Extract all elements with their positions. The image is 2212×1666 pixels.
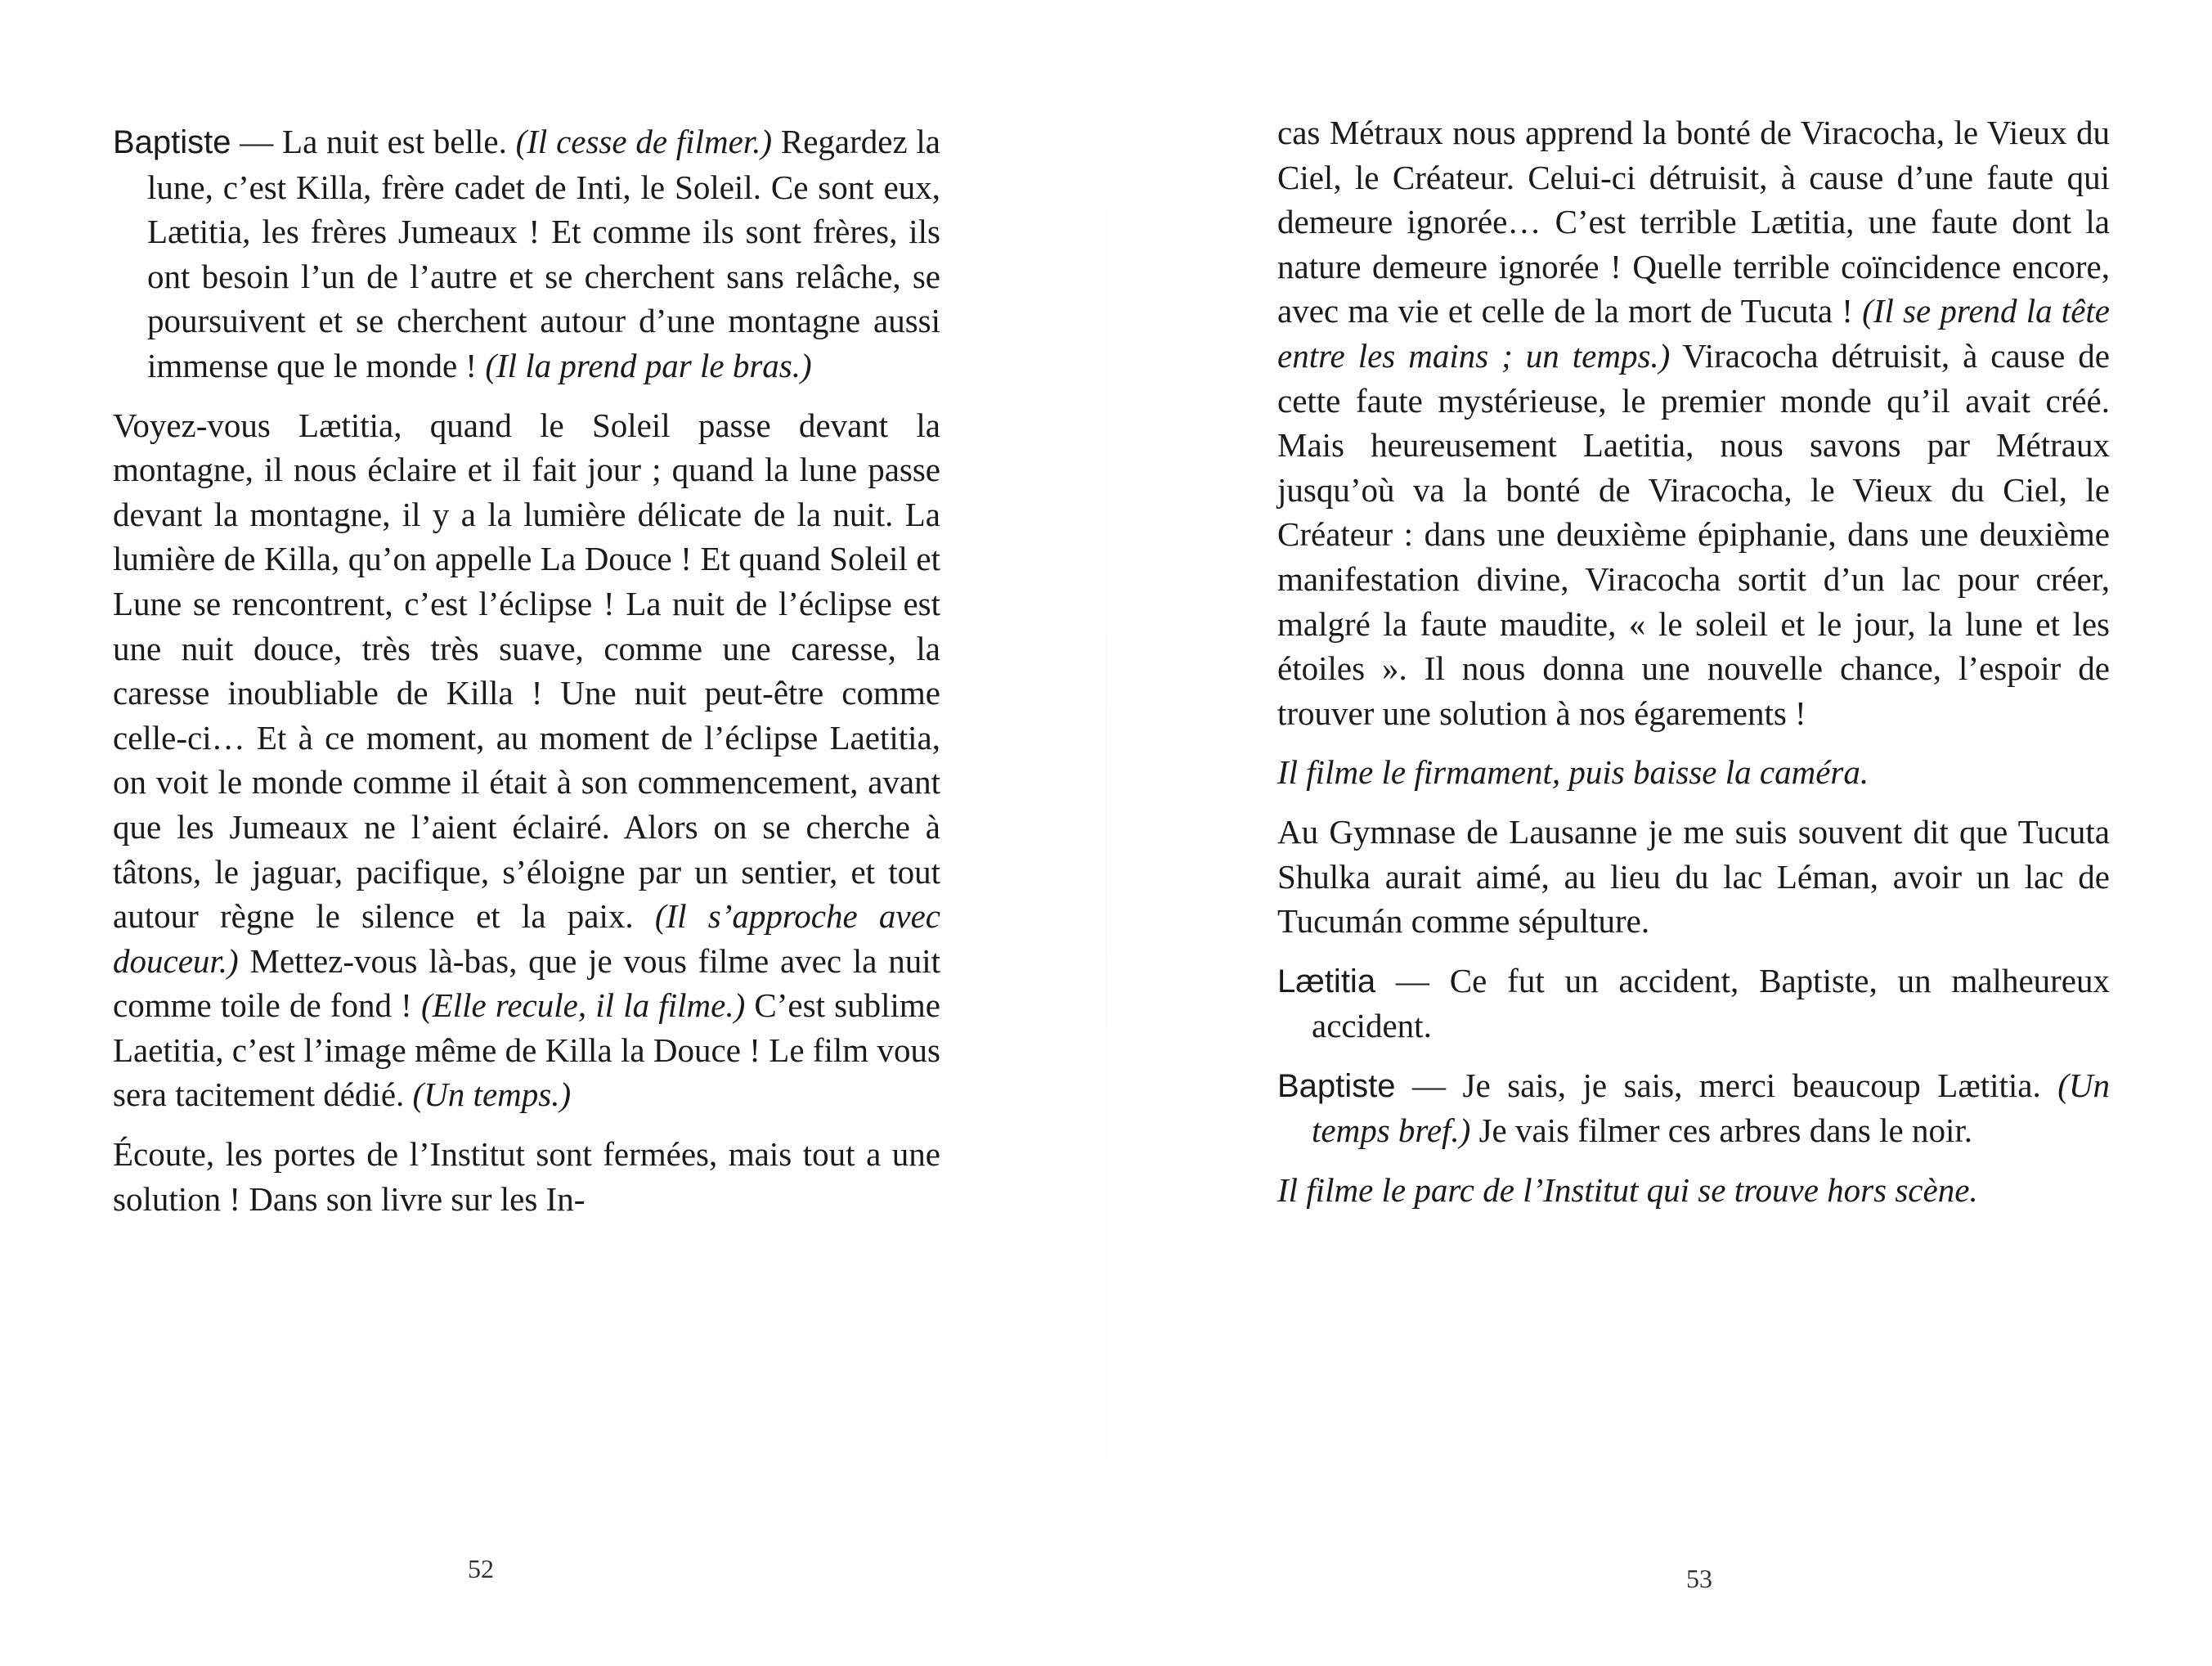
- stage-direction-paragraph: [1277, 1168, 2110, 1213]
- stage-direction: (Il se prend la tête entre les mains ; un temps.): [1277, 292, 2110, 375]
- speaker-name: Lætitia: [1277, 963, 1376, 999]
- speaker-name: Baptiste: [113, 124, 231, 160]
- stage-direction: Il filme le parc de l’Institut qui se trouve hors scène.: [1277, 1171, 1978, 1210]
- dialogue-text: Viracocha détruisit, à cause de cette faute mystérieuse, le premier monde qu’il avait créé. Mais heureusement Laetitia, nous savons par Métraux jusqu’où va la bonté de Viracocha, le Vieux du Ciel, le Créateur : dans une deuxième épiphanie, dans une deuxième manifestation divine, Viracocha sortit d’un lac pour créer, malgré la faute maudite, « le soleil et le jour, la lune et les étoiles ». Il nous donna une nouvelle chance, l’espoir de trouver une solution à nos égarements !: [1277, 336, 2110, 732]
- dialogue-text: Écoute, les portes de l’Institut sont fermées, mais tout a une solution ! Dans son livre sur les In-: [113, 1135, 940, 1218]
- right-page: [1106, 0, 2212, 1666]
- dialogue-text: C’est sublime Laetitia, c’est l’image même de Killa la Douce ! Le film vous sera tacitement dédié.: [113, 986, 940, 1114]
- stage-direction: (Il cesse de filmer.): [515, 123, 773, 160]
- dialogue-text: — Je sais, je sais, merci beaucoup Lætitia.: [1395, 1066, 2058, 1104]
- dialogue-text: Mettez-vous là-bas, que je vous filme avec la nuit comme toile de fond !: [113, 941, 940, 1025]
- speaker-name: Baptiste: [1277, 1067, 1396, 1104]
- page-number: 53: [1686, 1564, 1712, 1593]
- dialogue-text: Regardez la lune, c’est Killa, frère cadet de Inti, le Soleil. Ce sont eux, Lætitia, les frères Jumeaux ! Et comme ils sont frères, ils ont besoin l’un de l’autre et se cherchent sans relâche, se poursuivent et se cherchent autour d’une montagne aussi immense que le monde !: [147, 123, 940, 384]
- dialogue-text: — Ce fut un accident, Baptiste, un malheureux accident.: [1312, 961, 2110, 1045]
- dialogue-text: Voyez-vous Lætitia, quand le Soleil passe devant la montagne, il nous éclaire et il fait jour ; quand la lune passe devant la montagne, il y a la lumière délicate de la nuit. La lumière de Killa, qu’on appelle La Douce ! Et quand Soleil et Lune se rencontrent, c’est l’éclipse ! La nuit de l’éclipse est une nuit douce, très très suave, comme une caresse, la caresse inoubliable de Killa ! Une nuit peut-être comme celle-ci… Et à ce moment, au moment de l’éclipse Laetitia, on voit le monde comme il était à son commencement, avant que les Jumeaux ne l’aient éclairé. Alors on se cherche à tâtons, le jaguar, pacifique, s’éloigne par un sentier, et tout autour règne le silence et la paix.: [113, 406, 940, 936]
- stage-direction: (Elle recule, il la filme.): [421, 986, 746, 1025]
- stage-direction: (Un temps.): [412, 1075, 572, 1114]
- stage-direction: Il filme le firmament, puis baisse la caméra.: [1277, 753, 1869, 792]
- dialogue-paragraph: [1277, 959, 2110, 1049]
- stage-direction: (Un temps bref.): [1312, 1066, 2110, 1150]
- dialogue-paragraph: [113, 403, 940, 1118]
- page-number: 52: [468, 1554, 494, 1583]
- right-page-text: [1277, 110, 2110, 1228]
- stage-direction-paragraph: [1277, 750, 2110, 795]
- dialogue-paragraph: [1277, 1063, 2110, 1153]
- dialogue-text: Je vais filmer ces arbres dans le noir.: [1470, 1111, 1973, 1150]
- dialogue-text: cas Métraux nous apprend la bonté de Viracocha, le Vieux du Ciel, le Créateur. Celui-ci détruisit, à cause d’une faute qui demeure ignorée… C’est terrible Lætitia, une faute dont la nature demeure ignorée ! Quelle terrible coïncidence encore, avec ma vie et celle de la mort de Tucuta !: [1277, 114, 2110, 330]
- dialogue-text: — La nuit est belle.: [231, 123, 516, 160]
- dialogue-paragraph: [1277, 110, 2110, 735]
- dialogue-text: Au Gymnase de Lausanne je me suis souvent dit que Tucuta Shulka aurait aimé, au lieu du lac Léman, avoir un lac de Tucumán comme sépulture.: [1277, 812, 2110, 941]
- dialogue-paragraph: [113, 1132, 940, 1221]
- left-page-text: [113, 119, 940, 1236]
- dialogue-paragraph: [113, 119, 940, 388]
- dialogue-paragraph: [1277, 810, 2110, 944]
- stage-direction: (Il la prend par le bras.): [485, 346, 812, 384]
- stage-direction: (Il s’approche avec douceur.): [113, 897, 940, 980]
